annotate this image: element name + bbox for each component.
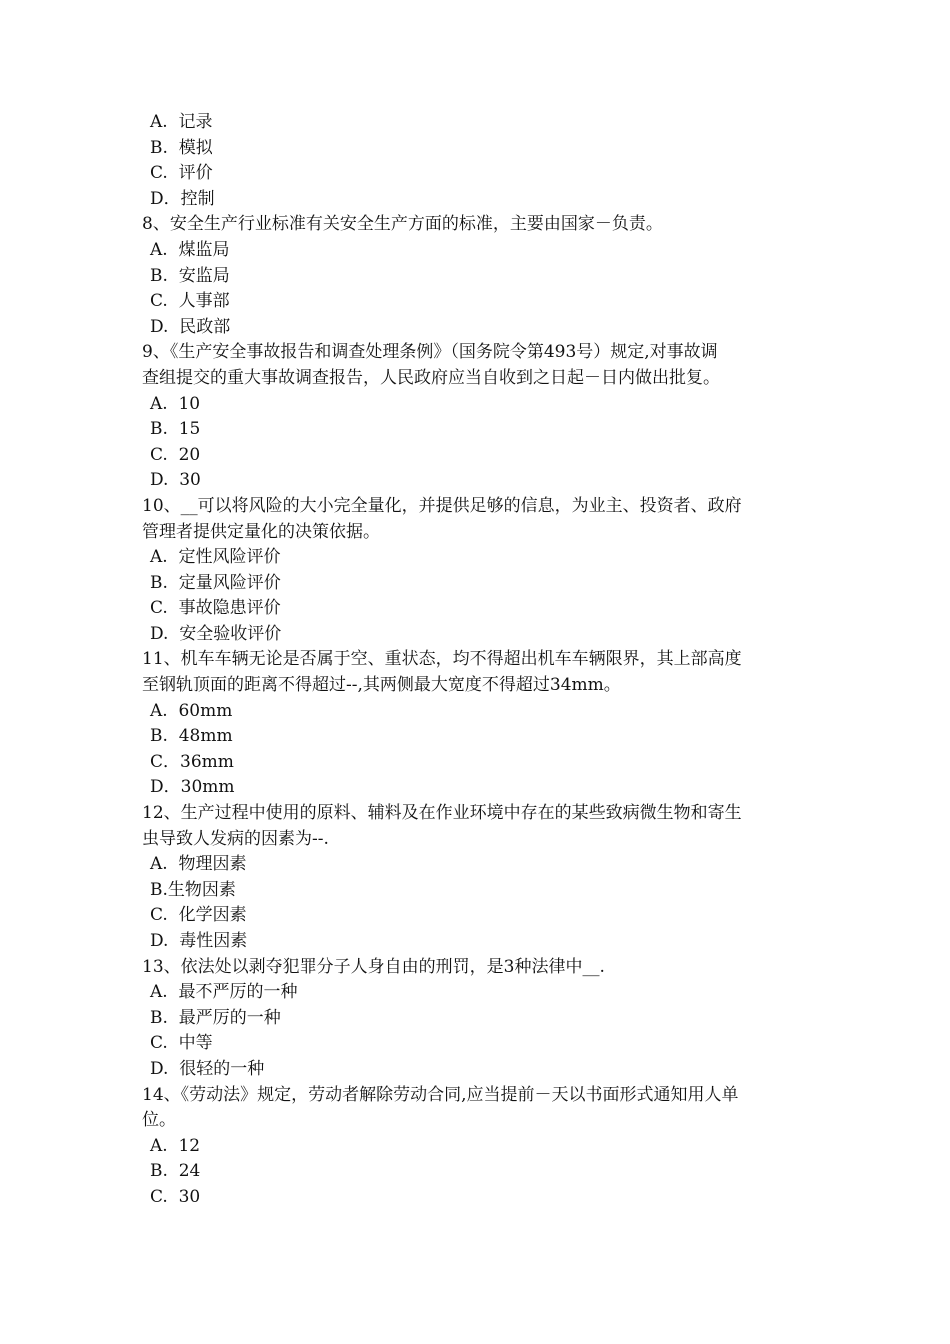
question-text: 管理者提供定量化的决策依据。 (142, 521, 380, 542)
answer-option: A. 煤监局 (150, 239, 230, 260)
question-text: 9、《生产安全事故报告和调查处理条例》（国务院令第493号）规定,对事故调 (142, 342, 718, 363)
question-text: 查组提交的重大事故调查报告，人民政府应当自收到之日起－日内做出批复。 (142, 367, 720, 388)
answer-option: B. 定量风险评价 (150, 572, 281, 593)
answer-option: B. 24 (150, 1161, 201, 1182)
answer-option: A. 10 (150, 393, 201, 414)
answer-option: A. 最不严厉的一种 (150, 982, 298, 1003)
answer-option: D．30mm (150, 777, 235, 798)
answer-option: B. 48mm (150, 726, 233, 747)
answer-option: D. 毒性因素 (150, 931, 248, 951)
question-text: 位。 (142, 1110, 176, 1131)
answer-option: B. 安监局 (150, 265, 230, 286)
question-text: 虫导致人发病的因素为--. (142, 828, 329, 849)
answer-option: C．36mm (150, 751, 234, 772)
answer-option: C. 中等 (150, 1033, 213, 1054)
answer-option: A. 12 (150, 1135, 201, 1156)
answer-option: B.生物因素 (150, 879, 236, 900)
answer-option: D. 民政部 (150, 316, 231, 337)
answer-option: D. 30 (150, 470, 201, 491)
answer-option: A. 定性风险评价 (150, 547, 281, 568)
answer-option: C. 30 (150, 1186, 201, 1207)
answer-option: C. 评价 (150, 163, 213, 184)
answer-option: C. 20 (150, 444, 201, 465)
answer-option: A. 记录 (150, 112, 213, 132)
question-text: 14、《劳动法》规定，劳动者解除劳动合同,应当提前－天以书面形式通知用人单 (142, 1084, 739, 1105)
question-text: 13、依法处以剥夺犯罪分子人身自由的刑罚，是3种法律中__. (142, 956, 605, 977)
answer-option: C. 化学因素 (150, 905, 247, 926)
answer-option: D．控制 (150, 188, 215, 209)
answer-option: D. 很轻的一种 (150, 1058, 265, 1079)
answer-option: B. 最严厉的一种 (150, 1007, 281, 1028)
answer-option: C. 人事部 (150, 291, 230, 312)
exam-questions (142, 110, 832, 1211)
answer-option: A. 60mm (150, 700, 233, 721)
answer-option: A. 物理因素 (150, 854, 247, 875)
answer-option: B. 15 (150, 419, 201, 440)
question-text: 8、安全生产行业标准有关安全生产方面的标准，主要由国家－负责。 (142, 214, 663, 235)
answer-option: C. 事故隐患评价 (150, 598, 281, 619)
question-text: 10、__可以将风险的大小完全量化，并提供足够的信息，为业主、投资者、政府 (142, 495, 742, 516)
question-text: 12、生产过程中使用的原料、辅料及在作业环境中存在的某些致病微生物和寄生 (142, 803, 742, 824)
answer-option: D. 安全验收评价 (150, 623, 282, 644)
answer-option: B. 模拟 (150, 137, 213, 158)
question-text: 至钢轨顶面的距离不得超过--,其两侧最大宽度不得超过34mm。 (142, 675, 621, 696)
question-text: 11、机车车辆无论是否属于空、重状态，均不得超出机车车辆限界，其上部高度 (142, 649, 742, 670)
